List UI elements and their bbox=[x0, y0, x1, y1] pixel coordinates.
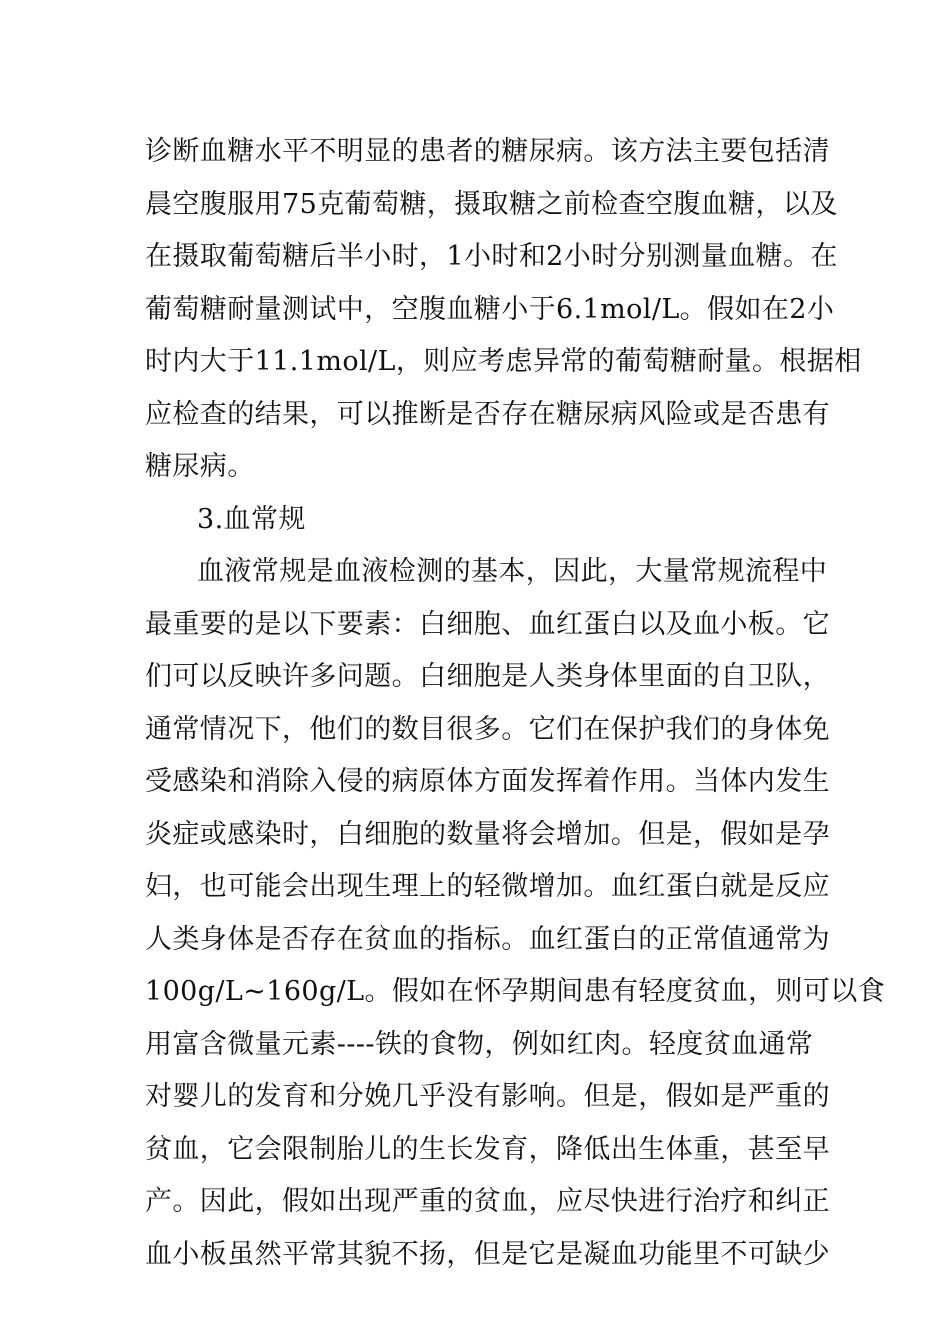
text-line: 时内大于11.1mol/L，则应考虑异常的葡萄糖耐量。根据相 bbox=[145, 346, 862, 377]
text-line: 最重要的是以下要素：白细胞、血红蛋白以及血小板。它 bbox=[145, 608, 830, 640]
section-heading: 3.血常规 bbox=[197, 503, 306, 535]
text-line: 贫血，它会限制胎儿的生长发育，降低出生体重，甚至早 bbox=[145, 1133, 830, 1165]
text-line: 血液常规是血液检测的基本，因此，大量常规流程中 bbox=[197, 556, 828, 587]
text-line: 人类身体是否存在贫血的指标。血红蛋白的正常值通常为 bbox=[145, 923, 830, 955]
text-line: 用富含微量元素----铁的食物，例如红肉。轻度贫血通常 bbox=[145, 1028, 814, 1060]
text-line: 妇，也可能会出现生理上的轻微增加。血红蛋白就是反应 bbox=[145, 871, 830, 902]
text-line: 炎症或感染时，白细胞的数量将会增加。但是，假如是孕 bbox=[145, 818, 830, 850]
text-line: 葡萄糖耐量测试中，空腹血糖小于6.1mol/L。假如在2小 bbox=[145, 293, 835, 325]
text-line: 受感染和消除入侵的病原体方面发挥着作用。当体内发生 bbox=[145, 766, 830, 797]
text-line: 100g/L~160g/L。假如在怀孕期间患有轻度贫血，则可以食 bbox=[145, 976, 886, 1007]
body-text bbox=[145, 126, 886, 1281]
text-line: 们可以反映许多问题。白细胞是人类身体里面的自卫队， bbox=[145, 661, 830, 692]
text-line: 应检查的结果，可以推断是否存在糖尿病风险或是否患有 bbox=[145, 398, 830, 430]
text-line: 糖尿病。 bbox=[145, 451, 255, 482]
text-line: 晨空腹服用75克葡萄糖，摄取糖之前检查空腹血糖，以及 bbox=[145, 188, 838, 220]
text-line: 在摄取葡萄糖后半小时，1小时和2小时分别测量血糖。在 bbox=[145, 241, 838, 272]
text-line: 血小板虽然平常其貌不扬，但是它是凝血功能里不可缺少 bbox=[145, 1238, 830, 1270]
text-line: 产。因此，假如出现严重的贫血，应尽快进行治疗和纠正 bbox=[145, 1186, 830, 1217]
text-line: 对婴儿的发育和分娩几乎没有影响。但是，假如是严重的 bbox=[145, 1081, 830, 1112]
text-line: 诊断血糖水平不明显的患者的糖尿病。该方法主要包括清 bbox=[145, 136, 830, 167]
text-line: 通常情况下，他们的数目很多。它们在保护我们的身体免 bbox=[145, 713, 830, 745]
